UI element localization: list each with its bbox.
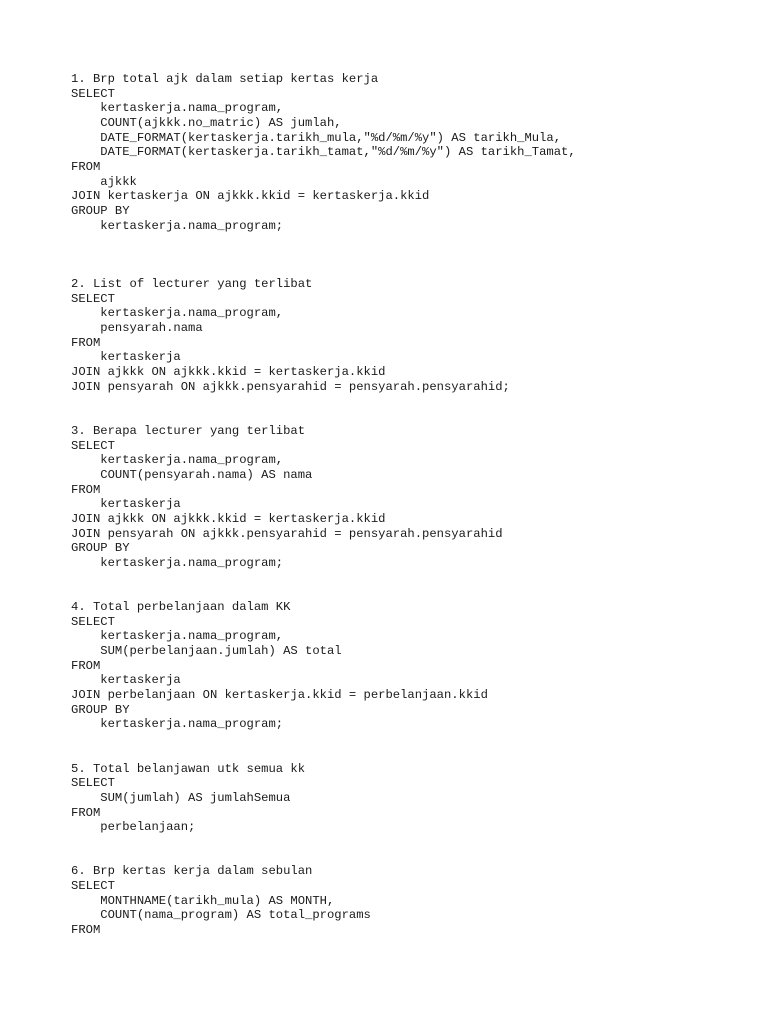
code-line: JOIN kertaskerja ON ajkkk.kkid = kertaskerja.kkid bbox=[71, 189, 430, 203]
code-line: SELECT bbox=[71, 776, 115, 790]
code-line: JOIN perbelanjaan ON kertaskerja.kkid = perbelanjaan.kkid bbox=[71, 688, 488, 702]
code-line: kertaskerja bbox=[71, 350, 181, 364]
code-line: FROM bbox=[71, 806, 101, 820]
code-line: COUNT(ajkkk.no_matric) AS jumlah, bbox=[71, 116, 342, 130]
code-line: kertaskerja bbox=[71, 497, 181, 511]
code-line: SELECT bbox=[71, 615, 115, 629]
query-6-heading: 6. Brp kertas kerja dalam sebulan bbox=[71, 864, 313, 878]
query-3-heading: 3. Berapa lecturer yang terlibat bbox=[71, 424, 306, 438]
code-line: SELECT bbox=[71, 439, 115, 453]
code-line: GROUP BY bbox=[71, 703, 130, 717]
code-line: kertaskerja.nama_program, bbox=[71, 101, 284, 115]
query-4-heading: 4. Total perbelanjaan dalam KK bbox=[71, 600, 291, 614]
query-2-heading: 2. List of lecturer yang terlibat bbox=[71, 277, 313, 291]
code-line: SELECT bbox=[71, 292, 115, 306]
code-line: kertaskerja.nama_program; bbox=[71, 556, 284, 570]
query-5-heading: 5. Total belanjawan utk semua kk bbox=[71, 762, 306, 776]
code-line: SUM(jumlah) AS jumlahSemua bbox=[71, 791, 291, 805]
code-line: SELECT bbox=[71, 879, 115, 893]
code-line: DATE_FORMAT(kertaskerja.tarikh_tamat,"%d/%m/%y") AS tarikh_Tamat, bbox=[71, 145, 576, 159]
code-line: ajkkk bbox=[71, 175, 137, 189]
code-line: FROM bbox=[71, 659, 101, 673]
code-line: SUM(perbelanjaan.jumlah) AS total bbox=[71, 644, 342, 658]
code-line: DATE_FORMAT(kertaskerja.tarikh_mula,"%d/%m/%y") AS tarikh_Mula, bbox=[71, 131, 562, 145]
code-line: COUNT(nama_program) AS total_programs bbox=[71, 908, 371, 922]
code-line: JOIN ajkkk ON ajkkk.kkid = kertaskerja.kkid bbox=[71, 512, 386, 526]
code-line: MONTHNAME(tarikh_mula) AS MONTH, bbox=[71, 894, 335, 908]
code-line: FROM bbox=[71, 923, 101, 937]
code-line: kertaskerja.nama_program; bbox=[71, 219, 284, 233]
code-line: kertaskerja.nama_program, bbox=[71, 629, 284, 643]
query-1-heading: 1. Brp total ajk dalam setiap kertas kerja bbox=[71, 72, 379, 86]
code-line: JOIN pensyarah ON ajkkk.pensyarahid = pensyarah.pensyarahid bbox=[71, 527, 503, 541]
code-line: kertaskerja.nama_program, bbox=[71, 453, 284, 467]
code-line: JOIN ajkkk ON ajkkk.kkid = kertaskerja.kkid bbox=[71, 365, 386, 379]
code-line: JOIN pensyarah ON ajkkk.pensyarahid = pensyarah.pensyarahid; bbox=[71, 380, 510, 394]
code-line: FROM bbox=[71, 160, 101, 174]
code-line: GROUP BY bbox=[71, 204, 130, 218]
code-line: pensyarah.nama bbox=[71, 321, 203, 335]
code-line: GROUP BY bbox=[71, 541, 130, 555]
code-line: perbelanjaan; bbox=[71, 820, 196, 834]
code-line: FROM bbox=[71, 336, 101, 350]
code-line: kertaskerja.nama_program; bbox=[71, 717, 284, 731]
code-line: FROM bbox=[71, 483, 101, 497]
code-line: kertaskerja bbox=[71, 673, 181, 687]
code-line: kertaskerja.nama_program, bbox=[71, 306, 284, 320]
code-line: COUNT(pensyarah.nama) AS nama bbox=[71, 468, 313, 482]
code-line: SELECT bbox=[71, 87, 115, 101]
